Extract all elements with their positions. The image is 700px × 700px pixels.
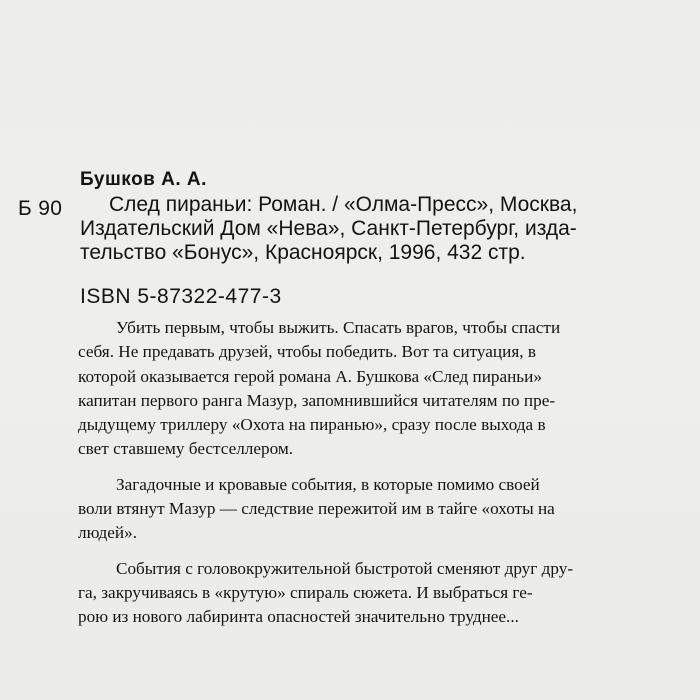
text-line: воли втянут Мазур — следствие пережитой им в тайге «охоты на — [78, 499, 555, 519]
text-line: себя. Не предавать друзей, чтобы победить. Вот та ситуация, в — [78, 342, 536, 362]
annotation — [78, 316, 693, 641]
classification-code: Б 90 — [18, 197, 63, 220]
text-line: Убить первым, чтобы выжить. Спасать врагов, чтобы спасти — [116, 318, 561, 337]
text-line: дыдущему триллеру «Охота на пиранью», сразу после выхода в — [78, 415, 546, 435]
text-line: События с головокружительной быстротой сменяют друг дру- — [116, 558, 574, 578]
bibliographic-description — [80, 193, 680, 265]
author-name: Бушков А. А. — [80, 169, 207, 190]
text-line: которой оказывается герой романа А. Бушкова «След пираньи» — [78, 366, 542, 386]
text-line: га, закручиваясь в «крутую» спираль сюжета. И выбраться ге- — [78, 582, 533, 602]
annotation-paragraph-2 — [78, 473, 693, 546]
annotation-paragraph-1 — [78, 316, 693, 462]
text-line: капитан первого ранга Мазур, запомнившийся читателям по пре- — [78, 390, 556, 410]
biblio-line: Издательский Дом «Нева», Санкт-Петербург, изда- — [80, 217, 577, 240]
text-line: людей». — [78, 523, 138, 543]
isbn: ISBN 5-87322-477-3 — [80, 285, 282, 308]
biblio-line: тельство «Бонус», Красноярск, 1996, 432 стр. — [80, 241, 526, 264]
text-line: Загадочные и кровавые события, в которые помимо своей — [116, 474, 540, 494]
biblio-line: След пираньи: Роман. / «Олма-Пресс», Москва, — [109, 193, 578, 216]
text-line: рою из нового лабиринта опасностей значительно труднее... — [78, 607, 519, 627]
annotation-paragraph-3 — [78, 557, 693, 630]
text-line: свет ставшему бестселлером. — [78, 439, 294, 459]
